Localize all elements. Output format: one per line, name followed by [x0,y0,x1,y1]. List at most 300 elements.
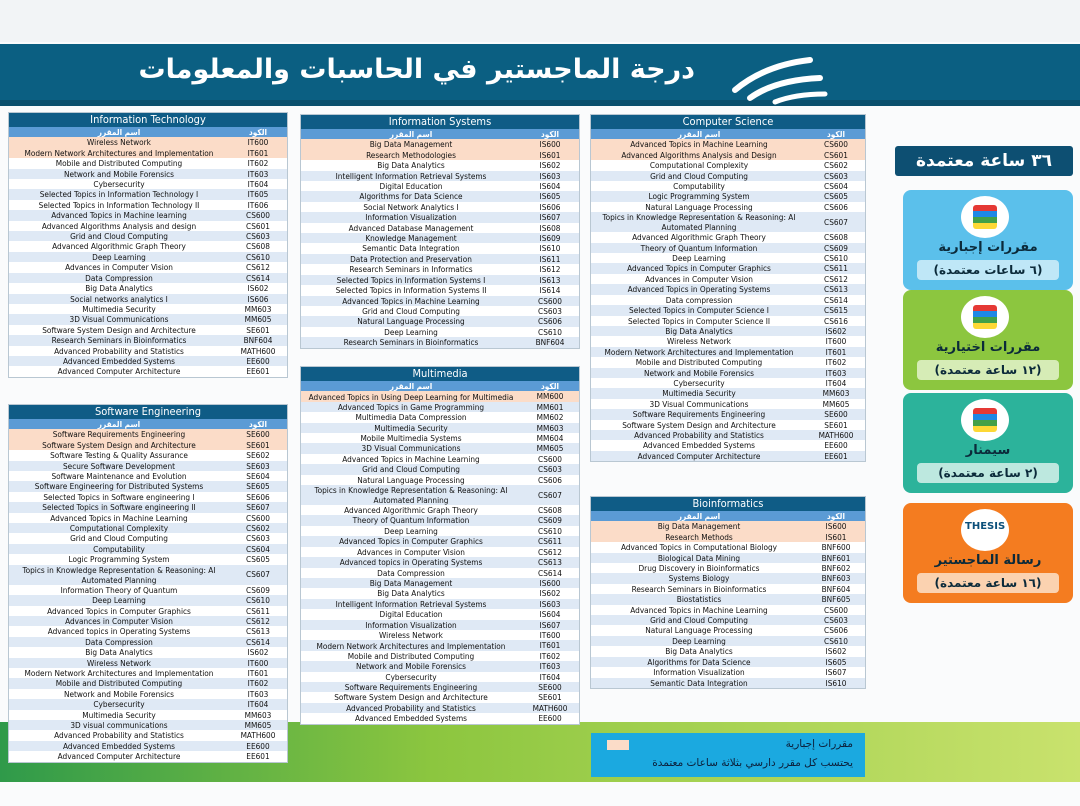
table-row [9,325,287,335]
course-name: Computational Complexity [9,523,229,533]
course-code: MM605 [521,443,579,453]
course-code: CS609 [521,515,579,525]
course-code: IS600 [521,139,579,149]
table-row [301,609,579,619]
table-row [9,241,287,251]
course-code: MM603 [521,423,579,433]
column-header-name: اسم المقرر [591,129,807,139]
course-name: Modern Network Architectures and Implementation [24,668,214,679]
table-row [9,200,287,210]
table-row [301,423,579,433]
course-name: Topics in Knowledge Representation & Reasoning: AI Automated Planning [591,212,807,232]
course-name: Data Protection and Preservation [301,254,521,264]
course-code: IT603 [247,688,269,699]
course-code: CS613 [521,557,579,567]
course-code: SE605 [229,481,287,491]
course-code: MATH600 [240,730,276,741]
table-row [591,430,865,440]
card-credits: (١٢ ساعة معتمدة) [917,360,1059,380]
table-row [591,667,865,677]
course-name: Multimedia Security [591,388,807,398]
course-name: Big Data Analytics [665,646,733,657]
course-code: CS601 [246,220,270,231]
legend-label: مقررات إجبارية [785,738,853,750]
is-course-table [301,115,579,348]
course-name: Selected Topics in Information Systems II [335,285,487,296]
course-name: Advanced Topics in Computational Biology [620,542,778,553]
course-name: Research Seminars in Bioinformatics [631,583,767,594]
table-row [591,232,865,242]
course-name: Advanced Topics in Operating Systems [591,284,807,294]
table-row [301,682,579,692]
se-table-panel [8,404,288,763]
column-header-code: الكود [807,129,865,139]
card-title: رسالة الماجستير [934,553,1042,568]
course-code: CS609 [807,243,865,253]
course-code: MM601 [521,402,579,412]
course-name: Wireless Network [9,137,229,147]
table-row [301,391,579,401]
course-code: CS606 [824,201,848,212]
table-row [301,692,579,702]
table-row [591,388,865,398]
course-name: Cybersecurity [9,699,229,709]
course-code: IT600 [825,336,847,347]
course-code: CS614 [538,567,562,578]
course-name: Selected Topics in Information Technology I [9,189,229,199]
column-header-code: الكود [229,419,287,429]
course-code: CS602 [824,160,848,171]
course-name: Knowledge Management [301,233,521,243]
table-row [9,273,287,283]
course-code: BNF602 [821,563,851,574]
course-code: CS605 [246,554,270,565]
table-row [301,661,579,671]
table-row [301,578,579,588]
course-name: Network and Mobile Forensics [9,169,229,179]
table-row [301,402,579,412]
table-row [301,243,579,253]
course-code: CS606 [824,625,848,636]
course-name: Mobile and Distributed Computing [635,357,763,368]
course-code: CS613 [807,284,865,294]
course-code: IS608 [539,222,561,233]
course-code: IS605 [807,657,865,667]
course-code: EE600 [229,356,287,366]
course-name: Wireless Network [379,629,443,640]
column-header-name: اسم المقرر [301,381,521,391]
course-code: MATH600 [240,345,276,356]
table-row [301,433,579,443]
table-row [9,283,287,293]
card-credits: (١٦ ساعة معتمدة) [917,573,1059,593]
table-row [301,454,579,464]
table-row [9,616,287,626]
column-header-name: اسم المقرر [9,127,229,137]
course-code: SE601 [246,324,270,335]
table-row [9,440,287,450]
table-row [9,720,287,730]
course-code: CS608 [538,505,562,516]
course-code: CS612 [538,546,562,557]
table-row [301,337,579,347]
course-name: Grid and Cloud Computing [70,533,168,544]
course-code: CS610 [807,636,865,646]
course-code: EE601 [246,366,270,377]
table-row [591,420,865,430]
course-name: Deep Learning [9,252,229,262]
table-row [591,202,865,212]
course-name: Natural Language Processing [301,316,521,326]
course-name: Advanced Probability and Statistics [54,730,184,741]
course-name: Mobile and Distributed Computing [9,678,229,688]
table-row [301,212,579,222]
course-name: Natural Language Processing [357,474,465,485]
table-row [301,306,579,316]
card-thesis [903,503,1073,603]
table-row [9,678,287,688]
course-code: IT602 [247,158,269,169]
course-code: IS600 [807,521,865,531]
course-code: IS602 [825,646,847,657]
course-name: 3D Visual Communications [649,398,749,409]
table-row [9,231,287,241]
course-code: MM603 [807,388,865,398]
course-name: Information Theory of Quantum [60,584,178,595]
course-name: Natural Language Processing [645,625,753,636]
table-row [301,568,579,578]
course-code: CS603 [229,231,287,241]
course-code: MM605 [229,720,287,730]
course-code: IS602 [539,160,561,171]
top-decoration [0,0,1080,42]
table-row [9,585,287,595]
cs-table-panel [590,114,866,462]
course-code: BNF605 [807,594,865,604]
course-code: IT604 [825,377,847,388]
course-code: IT600 [229,658,287,668]
table-row [591,615,865,625]
table-row [301,296,579,306]
course-name: Mobile and Distributed Computing [55,158,183,169]
section-title: Multimedia [301,367,579,381]
course-code: CS603 [807,171,865,181]
course-name: Wireless Network [9,658,229,668]
table-row [9,189,287,199]
course-code: CS600 [521,296,579,306]
course-code: IT604 [229,699,287,709]
course-name: Biological Data Mining [591,553,807,563]
course-code: IT604 [539,671,561,682]
course-name: Modern Network Architectures and Implementation [301,640,521,650]
table-row [9,595,287,605]
column-header-code: الكود [521,129,579,139]
table-row [591,451,865,461]
course-name: Advanced Probability and Statistics [54,345,184,356]
course-code: CS615 [807,305,865,315]
course-name: Selected Topics in Information Systems I [301,275,521,285]
course-name: Data Compression [377,567,445,578]
course-code: IS602 [807,326,865,336]
course-name: Digital Education [379,609,443,620]
course-name: 3D Visual Communications [301,443,521,453]
course-name: Advances in Computer Vision [357,546,465,557]
table-row [9,481,287,491]
course-code: SE604 [246,471,270,482]
course-name: Intelligent Information Retrieval Systems [301,599,521,609]
books-icon [961,196,1009,238]
card-elective [903,290,1073,390]
course-code: MM605 [229,314,287,324]
table-row [9,304,287,314]
course-name: Deep Learning [672,253,726,264]
course-code: IT601 [247,667,269,678]
course-code: EE600 [229,741,287,751]
table-row [9,544,287,554]
course-name: Multimedia Data Compression [355,412,467,423]
course-code: IS607 [521,620,579,630]
course-name: Deep Learning [384,326,438,337]
course-name: Software Requirements Engineering [301,682,521,692]
course-code: CS616 [824,315,848,326]
course-name: Advanced topics in Operating Systems [47,626,191,637]
course-name: Software Requirements Engineering [591,409,807,419]
course-name: Big Data Management [301,139,521,149]
course-code: CS610 [538,326,562,337]
table-row [9,565,287,585]
table-row [591,678,865,688]
course-name: Secure Software Development [9,461,229,471]
course-name: Advances in Computer Vision [645,273,753,284]
course-name: Advanced Algorithms Analysis and Design [591,150,807,160]
course-code: IS601 [807,532,865,542]
table-row [301,485,579,505]
table-row [591,378,865,388]
course-name: Mobile and Distributed Computing [347,650,475,661]
table-row [9,533,287,543]
table-row [591,368,865,378]
course-code: CS610 [229,252,287,262]
table-row [591,357,865,367]
table-row [301,475,579,485]
course-name: Big Data Analytics [377,160,445,171]
section-title: Information Technology [9,113,287,127]
course-name: Semantic Data Integration [362,243,460,254]
table-row [301,703,579,713]
course-name: Multimedia Security [82,709,156,720]
page-title: درجة الماجستير في الحاسبات والمعلومات [138,54,695,85]
course-code: EE600 [824,440,848,451]
table-row [591,336,865,346]
course-name: Modern Network Architectures and Implementation [9,148,229,158]
course-name: Advances in Computer Vision [9,616,229,626]
course-name: Grid and Cloud Computing [9,231,229,241]
cs-course-table [591,115,865,461]
course-code: BNF601 [807,553,865,563]
table-row [9,210,287,220]
course-code: CS612 [229,616,287,626]
course-name: Network and Mobile Forensics [301,661,521,671]
card-credits: (٦ ساعات معتمدة) [917,260,1059,280]
course-name: Advanced Topics in Machine Learning [630,604,768,615]
table-row [301,316,579,326]
course-code: IS611 [521,254,579,264]
course-name: Advanced Computer Architecture [591,451,807,461]
course-code: IS609 [521,233,579,243]
section-title: Information Systems [301,115,579,129]
course-name: Grid and Cloud Computing [591,615,807,625]
course-code: IT603 [229,169,287,179]
course-code: CS601 [807,150,865,160]
course-name: Advanced Topics in Computer Graphics [47,605,191,616]
course-code: SE607 [229,502,287,512]
course-name: Advanced Topics in Machine Learning [342,453,480,464]
course-code: CS600 [538,453,562,464]
course-name: Advanced Topics in Using Deep Learning for Multimedia [301,391,521,401]
course-code: IT602 [539,650,561,661]
card-title: سيمنار [965,443,1011,458]
table-row [591,399,865,409]
course-name: Digital Education [379,181,443,192]
course-code: BNF604 [521,337,579,347]
course-code: CS604 [824,181,848,192]
course-code: IT601 [229,148,287,158]
course-name: Research Seminars in Informatics [349,264,473,275]
column-header-code: الكود [229,127,287,137]
course-name: 3D Visual Communications [9,314,229,324]
course-code: IT603 [807,368,865,378]
course-code: IT601 [807,347,865,357]
course-code: EE601 [246,751,270,762]
table-row [9,335,287,345]
table-row [301,651,579,661]
legend-box [591,733,865,777]
se-course-table [9,405,287,762]
course-name: Selected Topics in Software engineering I [43,491,195,502]
table-row [301,557,579,567]
course-name: Multimedia Security [301,423,521,433]
course-code: CS606 [521,316,579,326]
table-row [591,150,865,160]
course-code: CS607 [521,485,579,505]
table-row [301,139,579,149]
course-code: IS607 [521,212,579,222]
course-name: Network and Mobile Forensics [63,688,175,699]
table-row [591,212,865,232]
course-name: Software Requirements Engineering [9,429,229,439]
course-code: IS610 [807,678,865,688]
legend-note: يحتسب كل مقرر دارسي بثلاثة ساعات معتمدة [652,757,853,769]
course-code: MM602 [536,412,564,423]
course-code: IT601 [521,640,579,650]
table-row [301,515,579,525]
course-name: Computational Complexity [649,160,749,171]
course-code: IT605 [229,189,287,199]
course-name: Advanced Algorithmic Graph Theory [344,505,478,516]
table-row [301,536,579,546]
course-code: BNF600 [821,542,851,553]
course-code: MATH600 [807,430,865,440]
course-code: CS610 [229,595,287,605]
course-code: IS607 [825,667,847,678]
table-row [301,233,579,243]
table-row [301,505,579,515]
course-name: Topics in Knowledge Representation & Reasoning: AI Automated Planning [301,485,521,505]
table-row [591,646,865,656]
course-name: Multimedia Security [82,303,156,314]
course-code: IS614 [539,285,561,296]
course-name: Logic Programming System [68,554,170,565]
course-name: Algorithms for Data Science [301,191,521,201]
course-code: CS607 [229,565,287,585]
course-code: CS612 [246,262,270,273]
column-header-name: اسم المقرر [591,511,807,521]
banner-edge [0,100,1080,106]
table-row [9,730,287,740]
table-row [591,594,865,604]
course-name: Deep Learning [384,525,438,536]
course-name: Information Visualization [653,667,745,678]
table-row [591,521,865,531]
table-row [591,171,865,181]
course-code: IT606 [247,199,269,210]
course-name: Advanced Probability and Statistics [591,430,807,440]
table-row [301,275,579,285]
course-name: Data Compression [9,637,229,647]
table-row [591,316,865,326]
table-row [9,626,287,636]
course-name: Advanced Topics in Computer Graphics [591,263,807,273]
course-name: Advanced Algorithms Analysis and design [41,220,197,231]
course-name: Big Data Management [591,521,807,531]
card-credits: (٢ ساعة معتمدة) [917,463,1059,483]
course-code: SE600 [521,682,579,692]
books-icon [961,296,1009,338]
column-header-name: اسم المقرر [9,419,229,429]
course-code: IS610 [539,243,561,254]
table-row [301,160,579,170]
course-name: Cybersecurity [385,671,437,682]
legend-swatch [607,740,629,750]
course-name: Data Compression [9,273,229,283]
table-row [9,148,287,158]
course-name: Advanced Embedded Systems [9,356,229,366]
table-row [591,253,865,263]
course-code: IT603 [521,661,579,671]
course-code: CS612 [824,273,848,284]
table-row [9,658,287,668]
course-name: Advanced Topics in Computer Graphics [301,536,521,546]
course-name: Research Methodologies [301,150,521,160]
course-code: EE600 [538,713,562,724]
table-row [9,137,287,147]
table-row [591,636,865,646]
course-name: Intelligent Information Retrieval Systems [301,171,521,181]
course-name: Advanced Algorithmic Graph Theory [52,241,186,252]
course-name: Advanced Topics in Machine learning [9,210,229,220]
course-code: MM603 [244,303,272,314]
section-title: Bioinformatics [591,497,865,511]
table-row [9,523,287,533]
course-code: SE603 [229,461,287,471]
course-name: Systems Biology [591,573,807,583]
course-code: CS609 [246,584,270,595]
course-name: Network and Mobile Forensics [591,368,807,378]
course-name: Advanced Topics in Game Programming [301,402,521,412]
course-name: Theory of Quantum Information [301,515,521,525]
table-row [9,647,287,657]
course-code: IS602 [247,647,269,658]
